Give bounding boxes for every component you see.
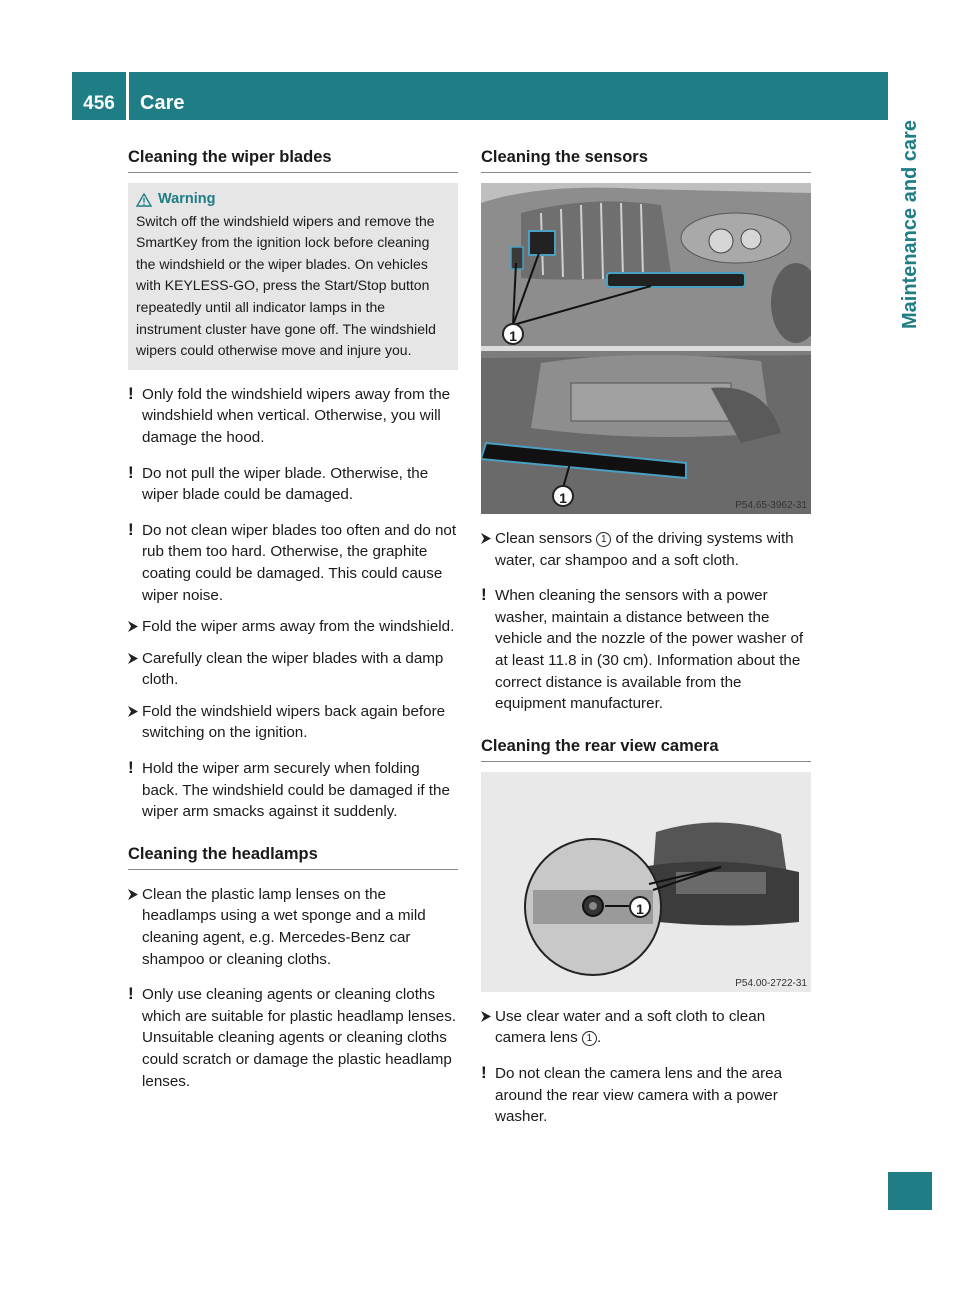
note-text: Do not pull the wiper blade. Otherwise, the wiper blade could be damaged. <box>142 464 429 504</box>
note-text: Only use cleaning agents or cleaning cloths which are suitable for plastic headlamp lenses. Unsuitable cleaning agents or cleaning cloths could scratch or damage the plastic headlamp lenses. <box>142 986 457 1090</box>
sensors-figure <box>481 183 811 514</box>
headlamps-heading: Cleaning the headlamps <box>128 845 458 870</box>
step-text <box>495 528 811 571</box>
side-tab <box>888 120 932 1210</box>
callout-ref: 1 <box>596 532 611 547</box>
sensors-illustration <box>481 183 811 514</box>
step-text-part: . <box>596 1029 602 1047</box>
note-camera-power-washer <box>481 1063 811 1128</box>
step-clean-camera <box>481 1006 811 1049</box>
note-text: Do not clean the camera lens and the area around the rear view camera with a power washer. <box>495 1064 783 1126</box>
warning-title: Warning <box>158 191 216 207</box>
side-tab-marker <box>888 1172 932 1210</box>
step-clean-lenses <box>128 884 458 970</box>
step-arrow-icon <box>481 1011 491 1022</box>
note-mark: ! <box>128 984 134 1004</box>
note-clean-often <box>128 520 458 606</box>
note-power-washer <box>481 585 811 715</box>
camera-figure <box>481 772 811 992</box>
note-cleaning-agents <box>128 984 458 1092</box>
step-text <box>495 1006 811 1049</box>
figure-code: P54.65-3962-31 <box>735 500 807 511</box>
note-mark: ! <box>128 519 134 539</box>
step-text: Carefully clean the wiper blades with a damp cloth. <box>142 649 444 689</box>
warning-text: Switch off the windshield wipers and remove the SmartKey from the ignition lock before cleaning the windshield or the wiper blades. On vehicles with KEYLESS-GO, press the Start/Stop button repeatedly until all indicator lamps in the instrument cluster have gone off. The windshield wipers could otherwise move and injure you. <box>136 212 436 359</box>
step-text: Fold the wiper arms away from the windshield. <box>142 618 455 636</box>
step-text: Fold the windshield wipers back again before switching on the ignition. <box>142 702 446 742</box>
section-title: Care <box>140 92 185 114</box>
note-text: Do not clean wiper blades too often and do not rub them too hard. Otherwise, the graphite coating could be damaged. This could cause wiper noise. <box>142 521 457 604</box>
callout-marker: 1 <box>629 896 651 918</box>
note-mark: ! <box>481 585 487 605</box>
header-divider <box>126 72 129 120</box>
step-fold-back <box>128 701 458 744</box>
camera-illustration <box>481 772 811 992</box>
right-column <box>481 148 811 1128</box>
note-pull-blade <box>128 463 458 506</box>
note-text: Hold the wiper arm securely when folding back. The windshield could be damaged if the wiper arm smacks against it suddenly. <box>142 760 450 821</box>
note-mark: ! <box>128 462 134 482</box>
step-arrow-icon <box>128 706 138 717</box>
note-hold-arm <box>128 758 458 823</box>
callout-marker: 1 <box>552 485 574 507</box>
note-fold-wipers <box>128 384 458 449</box>
note-mark: ! <box>128 758 134 778</box>
step-arrow-icon <box>128 653 138 664</box>
step-arrow-icon <box>128 621 138 632</box>
step-fold-arms <box>128 616 458 638</box>
page-number: 456 <box>83 93 115 114</box>
warning-box <box>128 183 458 370</box>
note-text: Only fold the windshield wipers away from the windshield when vertical. Otherwise, you will damage the hood. <box>142 385 451 446</box>
step-text-part: of the driving systems with water, car shampoo and a soft cloth. <box>495 530 794 569</box>
step-text-part: Clean sensors <box>495 530 597 547</box>
left-column <box>128 148 458 1092</box>
warning-title-row <box>136 189 450 211</box>
note-mark: ! <box>481 1062 487 1082</box>
step-arrow-icon <box>128 889 138 900</box>
step-text: Clean the plastic lamp lenses on the headlamps using a wet sponge and a mild cleaning agent, e.g. Mercedes-Benz car shampoo or cleaning cloths. <box>142 885 426 968</box>
sensors-heading: Cleaning the sensors <box>481 148 811 173</box>
step-text-part: Use clear water and a soft cloth to clean camera lens <box>495 1007 766 1047</box>
step-arrow-icon <box>481 533 491 544</box>
wiper-heading: Cleaning the wiper blades <box>128 148 458 173</box>
warning-triangle-icon <box>136 193 152 207</box>
step-clean-sensors <box>481 528 811 571</box>
callout-ref: 1 <box>582 1031 597 1046</box>
figure-code: P54.00-2722-31 <box>735 977 807 989</box>
note-text: When cleaning the sensors with a power washer, maintain a distance between the vehicle and the nozzle of the power washer of at least 11.8 in (30 cm). Information about the correct distance is available from the equipment manufacturer. <box>495 587 804 713</box>
callout-marker: 1 <box>502 323 524 345</box>
side-tab-label: Maintenance and care <box>899 120 921 329</box>
note-mark: ! <box>128 383 134 403</box>
page-header <box>72 72 888 120</box>
camera-heading: Cleaning the rear view camera <box>481 737 811 762</box>
step-clean-blades <box>128 648 458 691</box>
